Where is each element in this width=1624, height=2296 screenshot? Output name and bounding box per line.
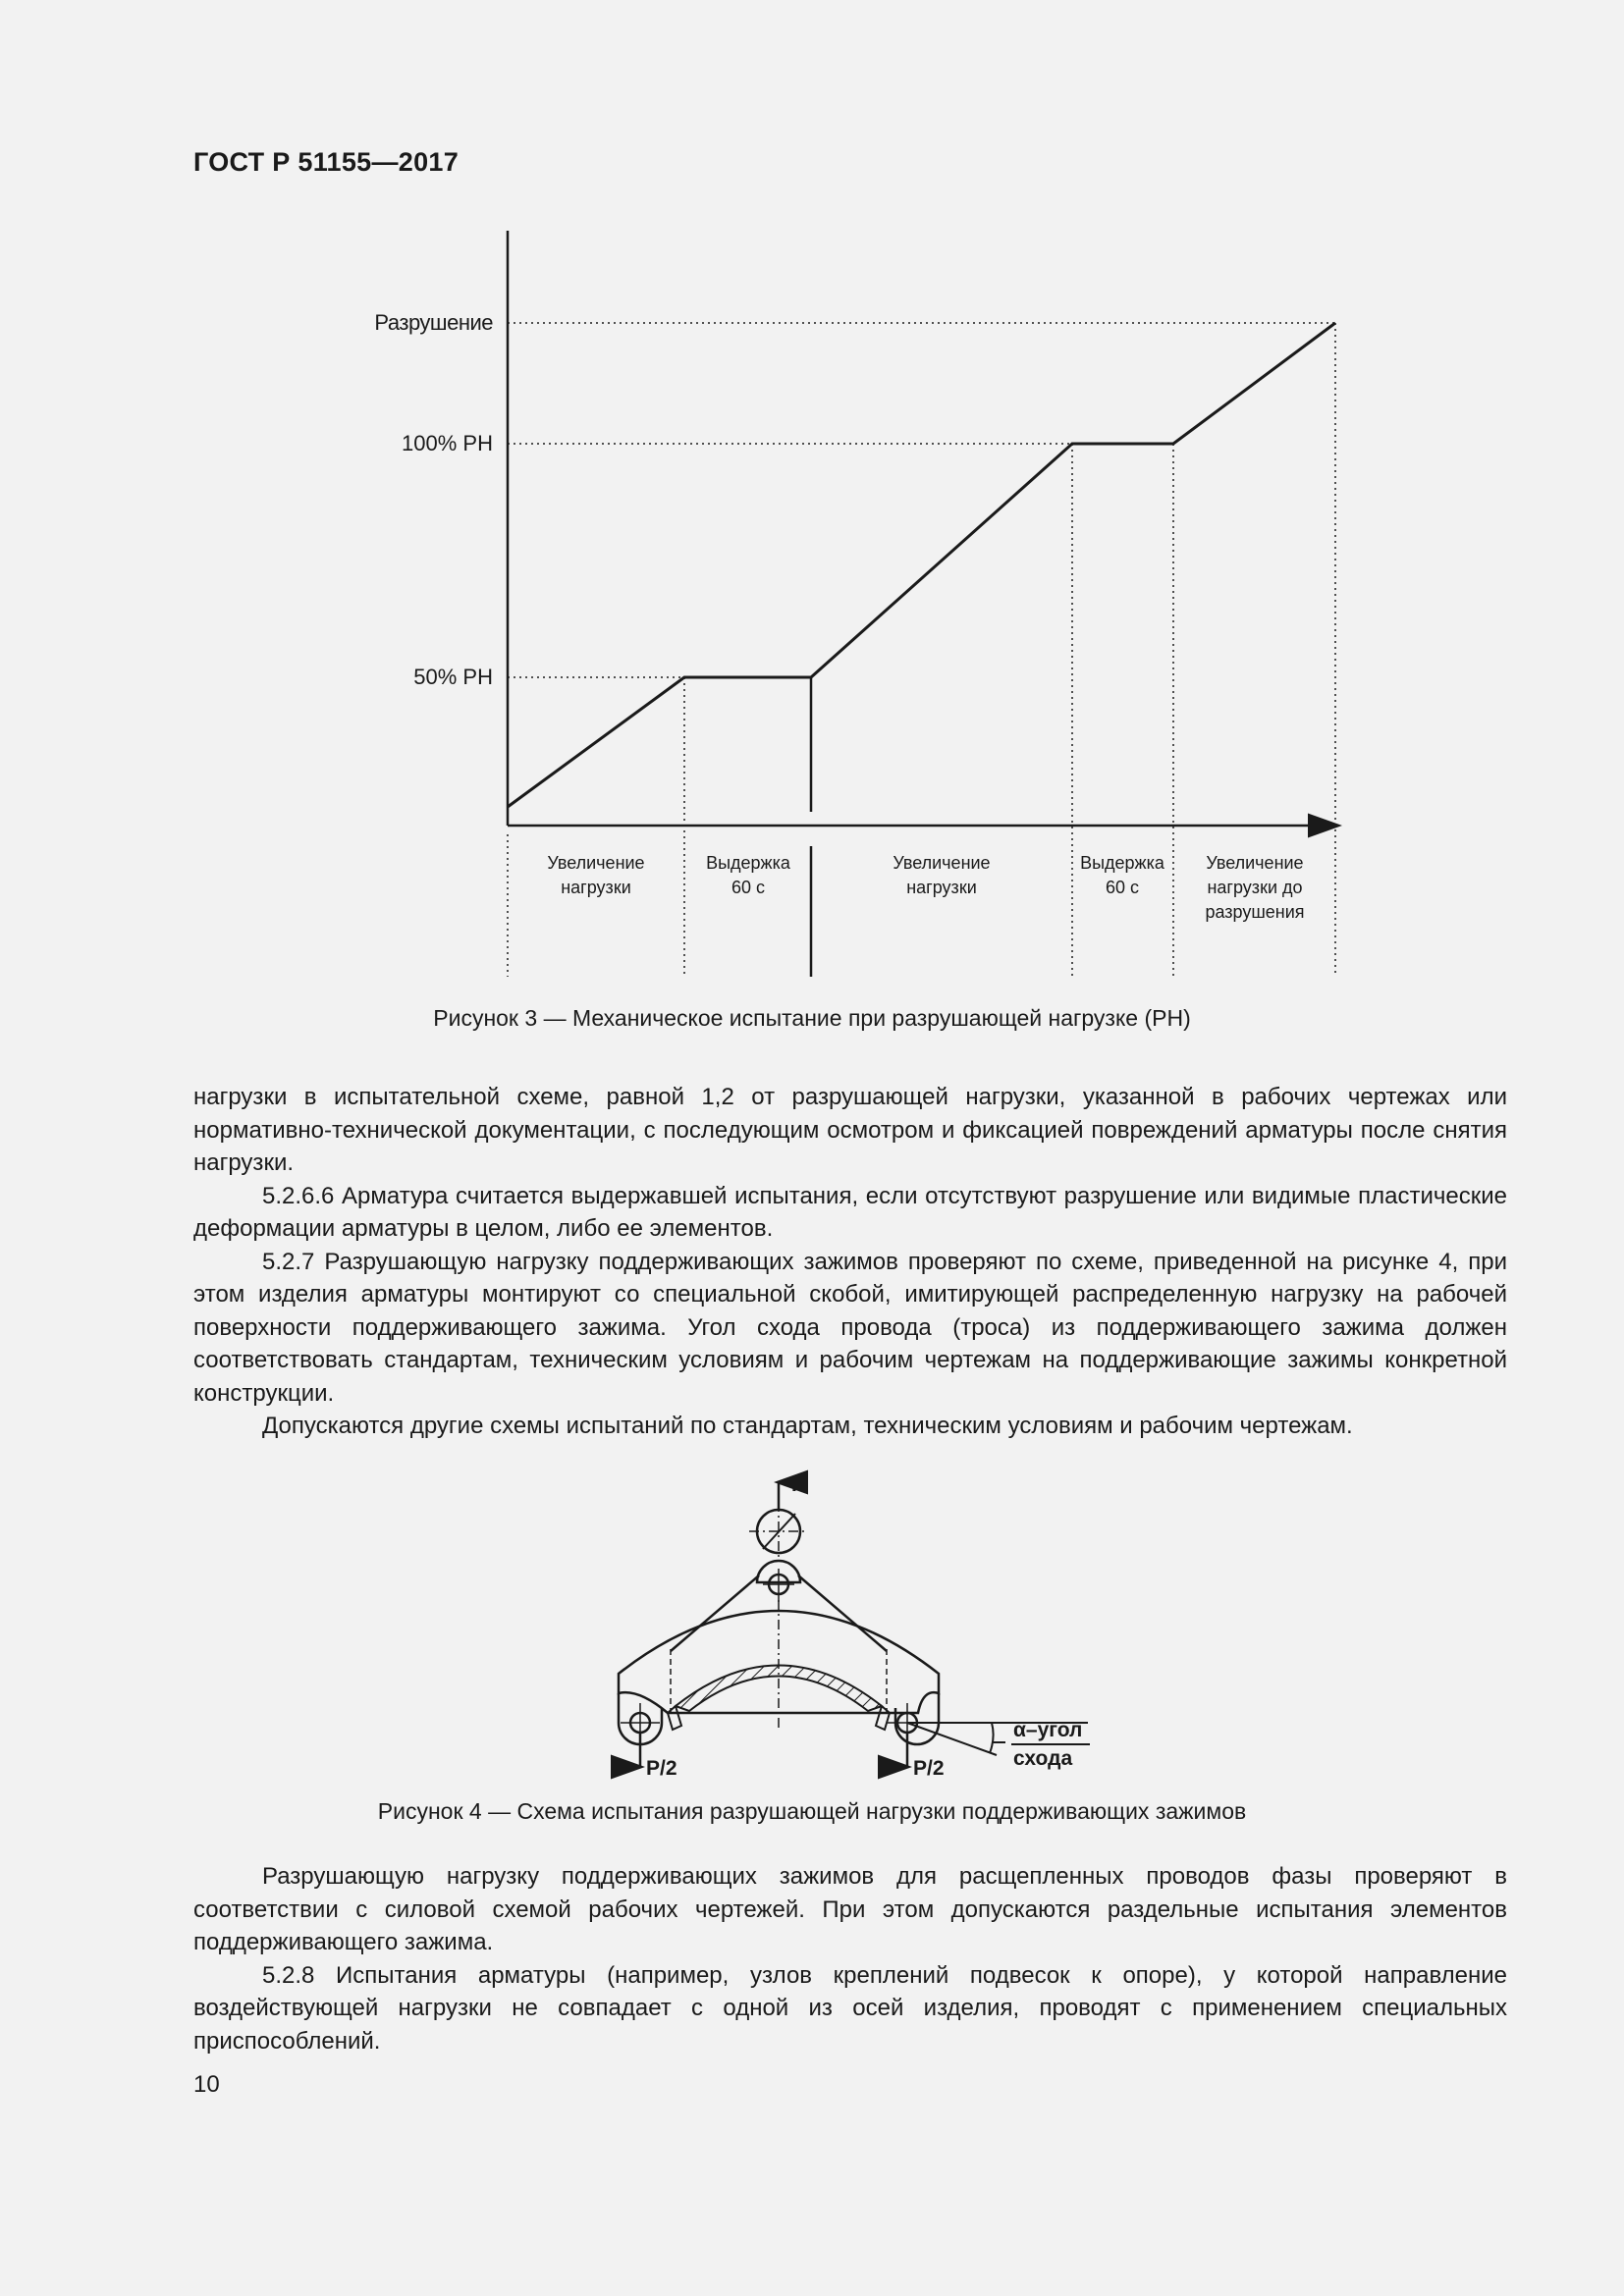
load-ring-top [749,1502,808,1561]
phase-label-3-line2: нагрузки [906,878,977,897]
y-label-full: 100% РН [402,431,493,455]
phase-label-1-line1: Увеличение [547,853,645,873]
clamp-lip-left [668,1706,681,1730]
phase-label-5-line3: разрушения [1205,902,1305,922]
wire-exit-line [907,1723,997,1755]
paragraph: Допускаются другие схемы испытаний по стандартам, техническим условиям и рабочим чертежам. [262,1413,1353,1439]
bracket-pin [757,1561,800,1602]
paragraph: 5.2.8 Испытания арматуры (например, узлов креплений подвесок к опоре), у которой направление воздействующей нагрузки не совпадает с одной из осей изделия, проводят с применением специальных приспособлений. [193,1961,1507,2055]
paragraph: 5.2.7 Разрушающую нагрузку поддерживающих зажимов проверяют по схеме, приведенной на рисунке 4, при этом изделия арматуры монтируют со специальной скобой, имитирующей распределенную нагрузку на рабочей поверхности поддерживающего зажима. Угол схода провода (троса) из поддерживающего зажима должен соответствовать стандартам, техническим условиям и рабочим чертежам на поддерживающие зажимы конкретной конструкции. [193,1248,1507,1407]
phase-label-4-line1: Выдержка [1080,853,1164,873]
mount-hole-right [888,1693,939,1744]
phase-label-5-line1: Увеличение [1206,853,1304,873]
label-angle-line2: схода [1013,1747,1073,1770]
phase-label-2-line1: Выдержка [706,853,790,873]
label-p: Р [791,1473,806,1496]
label-angle-line1: α–угол [1013,1719,1083,1741]
figure-4-caption: Рисунок 4 — Схема испытания разрушающей нагрузки поддерживающих зажимов [377,1798,1247,1824]
body-text-block-b [193,1860,1507,2057]
figure-3-caption: Рисунок 3 — Механическое испытание при разрушающей нагрузке (РН) [433,1005,1191,1031]
phase-label-3-line1: Увеличение [893,853,991,873]
page-number: 10 [193,2071,220,2098]
label-p-half-left: Р/2 [646,1757,677,1780]
paragraph: нагрузки в испытательной схеме, равной 1,2 от разрушающей нагрузки, указанной в рабочих чертежах или нормативно-технической документации, с последующим осмотром и фиксацией повреждений арматуры после снятия нагрузки. [193,1084,1507,1176]
angle-arc [990,1723,994,1753]
paragraph: Разрушающую нагрузку поддерживающих зажимов для расщепленных проводов фазы проверяют в соответствии с силовой схемой рабочих чертежей. При этом допускаются раздельные испытания элементов поддерживающего зажима. [193,1863,1507,1955]
phase-label-4-line2: 60 с [1105,878,1140,897]
document-code: ГОСТ Р 51155—2017 [193,147,460,177]
label-p-half-right: Р/2 [913,1757,945,1780]
phase-label-1-line2: нагрузки [561,878,631,897]
y-label-half: 50% РН [413,665,493,689]
phase-label-5-line2: нагрузки до [1207,878,1303,897]
paragraph: 5.2.6.6 Арматура считается выдержавшей испытания, если отсутствуют разрушение или видимые пластические деформации арматуры в целом, либо ее элементов. [193,1182,1507,1242]
phase-label-2-line2: 60 с [731,878,766,897]
y-label-destruction: Разрушение [374,310,493,335]
clamp-lip-right [876,1706,890,1730]
